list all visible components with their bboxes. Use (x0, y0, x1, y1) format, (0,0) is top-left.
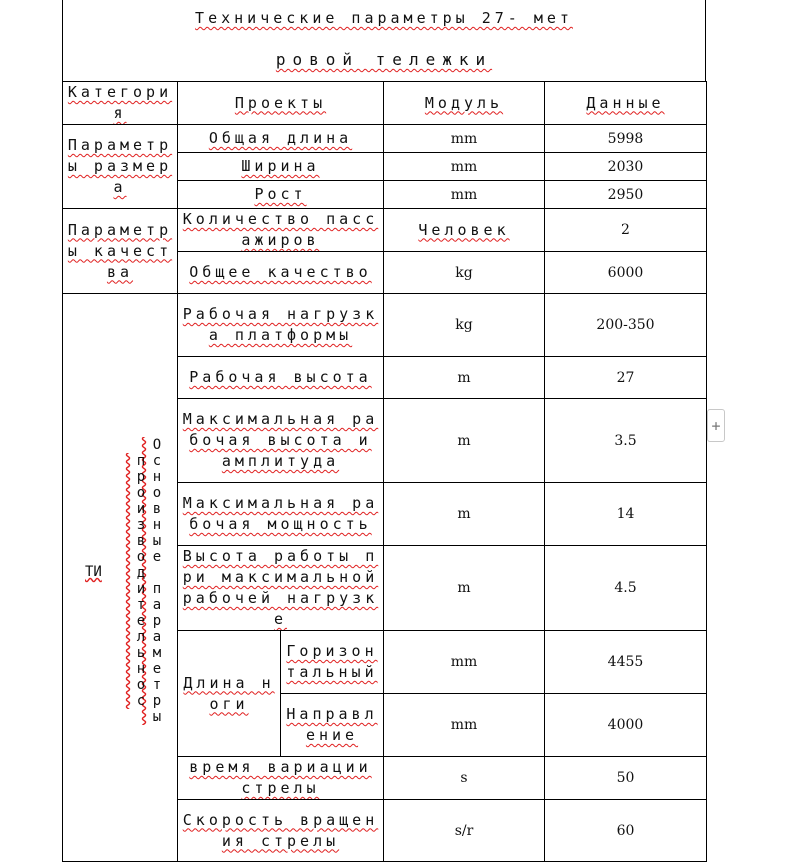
row-unit: mm (384, 631, 545, 694)
row-label: Горизонтальный (281, 631, 384, 694)
row-value: 3.5 (545, 399, 707, 483)
row-label: Максимальная рабочая высота и амплитуда (178, 399, 384, 483)
table-row (63, 209, 707, 252)
row-value: 2030 (545, 153, 707, 181)
title-line-1: Технические параметры 27- мет (195, 9, 573, 27)
row-unit: m (384, 546, 545, 631)
group-performance-short: ТИ (85, 564, 102, 580)
row-label: Рост (178, 181, 384, 209)
add-row-button[interactable]: + (707, 409, 725, 442)
row-value: 6000 (545, 252, 707, 294)
row-unit: mm (384, 125, 545, 153)
row-unit: s/r (384, 800, 545, 862)
row-label: Скорость вращения стрелы (178, 800, 384, 862)
row-unit: m (384, 357, 545, 399)
row-value: 200-350 (545, 294, 707, 357)
row-value: 5998 (545, 125, 707, 153)
row-value: 50 (545, 757, 707, 800)
row-unit: mm (384, 694, 545, 757)
row-unit: kg (384, 294, 545, 357)
row-value: 4.5 (545, 546, 707, 631)
row-unit: mm (384, 153, 545, 181)
row-unit: s (384, 757, 545, 800)
row-label: Высота работы при максимальной рабочей нагрузке (178, 546, 384, 631)
row-unit: Человек (384, 209, 545, 252)
row-value: 2950 (545, 181, 707, 209)
group-performance-vertical: Основные параметры производительнос (133, 437, 165, 725)
row-label: Общая длина (178, 125, 384, 153)
row-label: Максимальная рабочая мощность (178, 483, 384, 546)
header-row (63, 82, 707, 125)
row-value: 60 (545, 800, 707, 862)
row-value: 14 (545, 483, 707, 546)
group-size: Параметры размера (63, 125, 178, 209)
leg-length-label: Длина ноги (178, 631, 281, 757)
table-row (63, 294, 707, 357)
group-quality: Параметры качества (63, 209, 178, 294)
row-label: Рабочая нагрузка платформы (178, 294, 384, 357)
row-label: Направление (281, 694, 384, 757)
row-unit: m (384, 483, 545, 546)
header-projects: Проекты (178, 82, 384, 125)
row-value: 4000 (545, 694, 707, 757)
header-category: Категория (63, 82, 178, 125)
parameters-table (62, 81, 707, 862)
row-value: 4455 (545, 631, 707, 694)
row-value: 27 (545, 357, 707, 399)
row-label: Ширина (178, 153, 384, 181)
row-unit: kg (384, 252, 545, 294)
header-module: Модуль (384, 82, 545, 125)
row-label: Количество пассажиров (178, 209, 384, 252)
row-unit: m (384, 399, 545, 483)
row-label: Рабочая высота (178, 357, 384, 399)
title-line-2: ровой тележки (275, 50, 493, 69)
row-value: 2 (545, 209, 707, 252)
frame-right-border (705, 0, 706, 82)
row-unit: mm (384, 181, 545, 209)
group-performance (63, 294, 178, 862)
row-label: время вариации стрелы (178, 757, 384, 800)
table-row (63, 125, 707, 153)
row-label: Общее качество (178, 252, 384, 294)
header-data: Данные (545, 82, 707, 125)
